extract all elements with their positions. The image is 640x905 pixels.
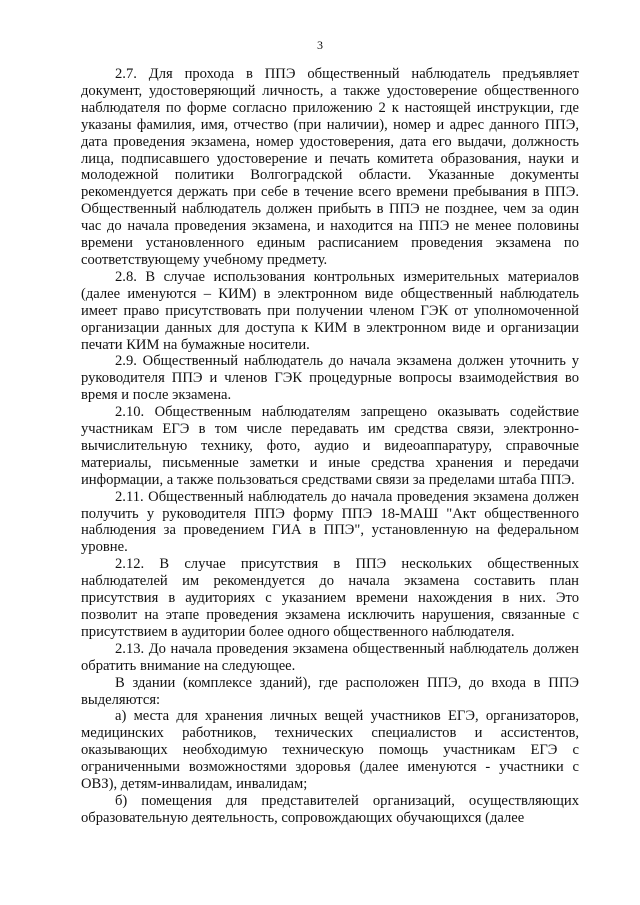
paragraph-2-10: 2.10. Общественным наблюдателям запрещено оказывать содействие участникам ЕГЭ в том числе передавать им средства связи, электронно-вычислительную технику, фото, аудио и видеоаппаратуру, справочные материалы, письменные заметки и иные средства хранения и передачи информации, а также пользоваться средствами связи за пределами штаба ППЭ. bbox=[81, 404, 579, 488]
document-body bbox=[81, 66, 579, 827]
page-number: 3 bbox=[317, 38, 323, 52]
paragraph-2-13: 2.13. До начала проведения экзамена общественный наблюдатель должен обратить внимание на следующее. bbox=[81, 640, 579, 674]
paragraph-2-9: 2.9. Общественный наблюдатель до начала экзамена должен уточнить у руководителя ППЭ и членов ГЭК процедурные вопросы взаимодействия во время и после экзамена. bbox=[81, 353, 579, 404]
paragraph-2-7: 2.7. Для прохода в ППЭ общественный наблюдатель предъявляет документ, удостоверяющий личность, а также удостоверение общественного наблюдателя по форме согласно приложению 2 к настоящей инструкции, где указаны фамилия, имя, отчество (при наличии), номер и адрес данного ППЭ, дата проведения экзамена, номер удостоверения, дата его выдачи, должность лица, подписавшего удостоверение и печать комитета образования, науки и молодежной политики Волгоградской области. Указанные документы рекомендуется держать при себе в течение всего времени пребывания в ППЭ. Общественный наблюдатель должен прибыть в ППЭ не позднее, чем за один час до начала проведения экзамена, и находится на ППЭ не менее половины времени установленного единым расписанием проведения экзамена по соответствующему учебному предмету. bbox=[81, 66, 579, 268]
paragraph-2-11: 2.11. Общественный наблюдатель до начала проведения экзамена должен получить у руководителя ППЭ форму ППЭ 18-МАШ "Акт общественного наблюдения за проведением ГИА в ППЭ", установленную на федеральном уровне. bbox=[81, 488, 579, 556]
paragraph-building-areas: В здании (комплексе зданий), где расположен ППЭ, до входа в ППЭ выделяются: bbox=[81, 674, 579, 708]
paragraph-item-a: а) места для хранения личных вещей участников ЕГЭ, организаторов, медицинских работников, технических специалистов и ассистентов, оказывающих необходимую техническую помощь участникам ЕГЭ с ограниченными возможностями здоровья (далее именуются - участники с ОВЗ), детям-инвалидам, инвалидам; bbox=[81, 708, 579, 793]
paragraph-2-12: 2.12. В случае присутствия в ППЭ нескольких общественных наблюдателей им рекомендуется до начала экзамена составить план присутствия в аудиториях с указанием времени нахождения в них. Это позволит на этапе проведения экзамена исключить нарушения, связанные с присутствием в аудитории более одного общественного наблюдателя. bbox=[81, 556, 579, 640]
paragraph-item-b: б) помещения для представителей организаций, осуществляющих образовательную деятельность, сопровождающих обучающихся (далее bbox=[81, 792, 579, 826]
paragraph-2-8: 2.8. В случае использования контрольных измерительных материалов (далее именуются – КИМ) в электронном виде общественный наблюдатель имеет право присутствовать при получении членом ГЭК от уполномоченной организации данных для доступа к КИМ в электронном виде и организации печати КИМ на бумажные носители. bbox=[81, 268, 579, 353]
